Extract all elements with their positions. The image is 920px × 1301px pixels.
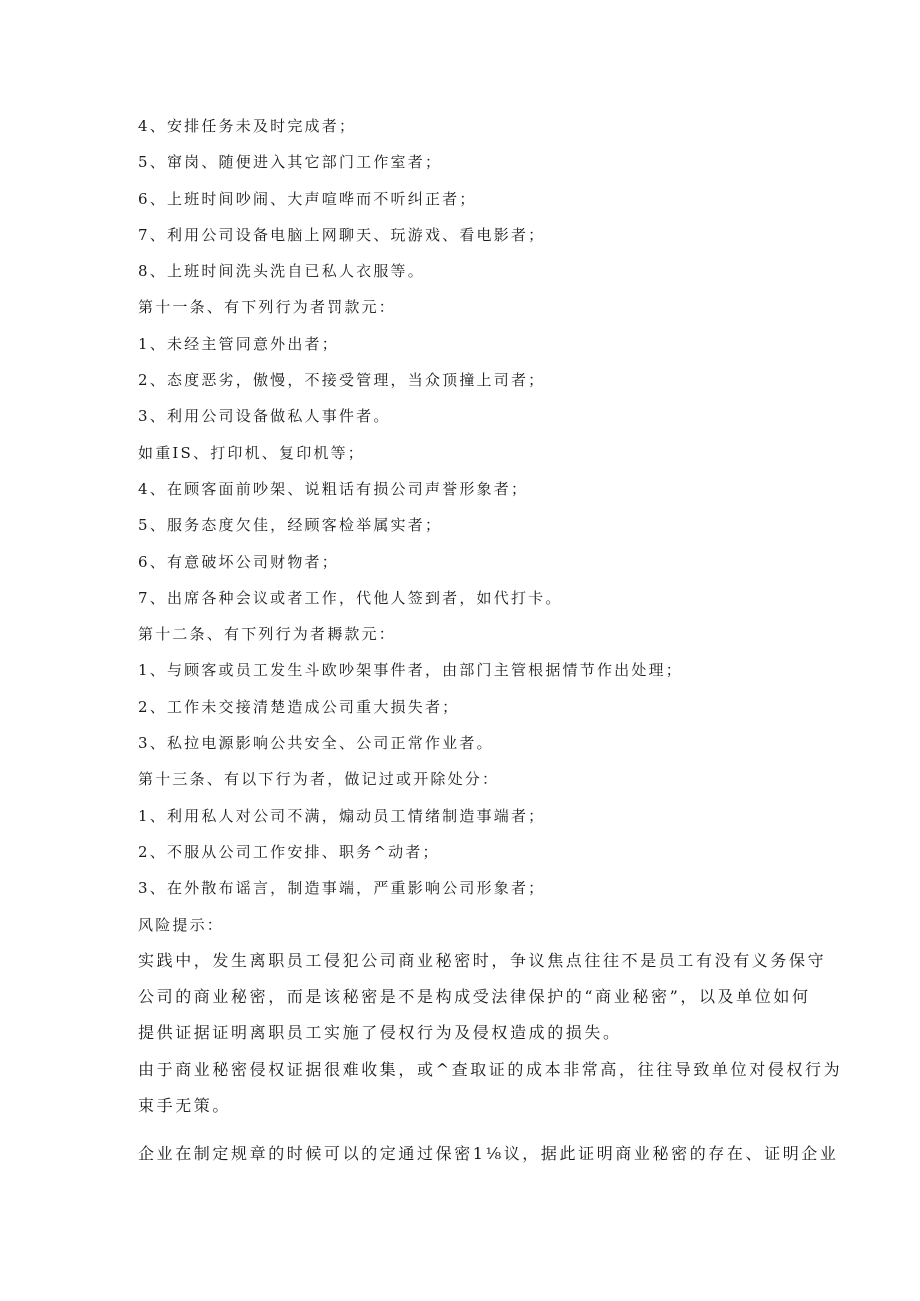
document-body (138, 108, 843, 1173)
text-line: 6、上班时间吵闹、大声喧哗而不听纠正者； (138, 189, 477, 208)
risk-heading: 风险提示： (138, 915, 225, 934)
paragraph-line: 由于商业秘密侵权证据很难收集，或^查取证的成本非常高，往往导致单位对侵权行为 (138, 1059, 843, 1079)
text-line: 3、利用公司设备做私人事件者。 (138, 407, 391, 426)
paragraph-line: 束手无策。 (138, 1096, 232, 1116)
text-line: 8、上班时间洗头洗自已私人衣服等。 (138, 262, 425, 281)
text-line: 3、私拉电源影响公共安全、公司正常作业者。 (138, 734, 494, 753)
text-line: 5、窜岗、随便进入其它部门工作室者； (138, 153, 443, 172)
paragraph-line: 公司的商业秘密，而是该秘密是不是构成受法律保护的“商业秘密”，以及单位如何 (138, 987, 811, 1007)
paragraph-gap (138, 1124, 784, 1136)
text-line: 1、未经主管同意外出者； (138, 334, 339, 353)
text-line: 如重IS、打印机、复印机等； (138, 443, 366, 462)
text-line: 7、利用公司设备电脑上网聊天、玩游戏、看电影者； (138, 225, 546, 244)
paragraph-line: 实践中，发生离职员工侵犯公司商业秘密时，争议焦点往往不是员工有没有义务保守 (138, 950, 827, 970)
article-heading: 第十一条、有下列行为者罚款元： (138, 298, 397, 317)
text-line: 4、在顾客面前吵架、说粗话有损公司声誉形象者； (138, 479, 529, 498)
text-line: 4、安排任务未及时完成者； (138, 117, 357, 135)
text-line: 7、出席各种会议或者工作，代他人签到者，如代打卡。 (138, 588, 563, 607)
text-line: 2、工作未交接清楚造成公司重大损失者； (138, 697, 460, 716)
text-line: 2、不服从公司工作安排、职务^动者； (138, 842, 440, 861)
article-heading: 第十二条、有下列行为者耨款元： (138, 625, 397, 644)
text-line: 6、有意破坏公司财物者； (138, 552, 339, 571)
article-heading: 第十三条、有以下行为者，做记过或开除处分： (138, 770, 500, 789)
text-line: 3、在外散布谣言，制造事端，严重影响公司形象者； (138, 879, 546, 898)
text-line: 1、与顾客或员工发生斗欧吵架事件者，由部门主管根据情节作出处理； (138, 661, 683, 680)
paragraph-line: 提供证据证明离职员工实施了侵权行为及侵权造成的损失。 (138, 1023, 622, 1043)
text-line: 2、态度恶劣，傲慢，不接受管理，当众顶撞上司者； (138, 371, 546, 390)
paragraph-line: 企业在制定规章的时候可以的定通过保密1⅛议，据此证明商业秘密的存在、证明企业 (138, 1144, 839, 1164)
text-line: 1、利用私人对公司不满，煽动员工情绪制造事端者； (138, 806, 546, 825)
text-line: 5、服务态度欠佳，经顾客检举属实者； (138, 516, 443, 535)
